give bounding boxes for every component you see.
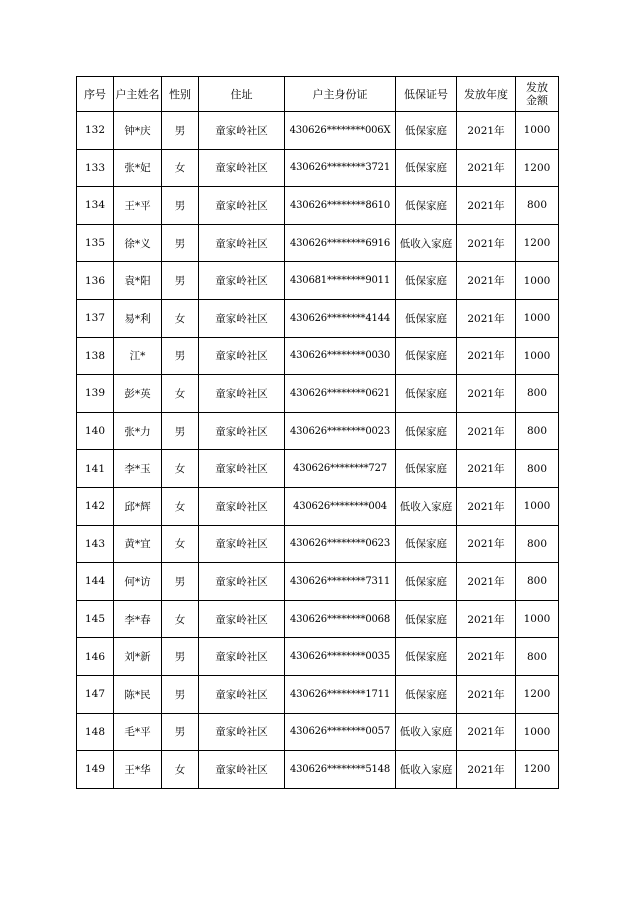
table-row xyxy=(77,149,559,187)
cell-name: 何*访 xyxy=(114,563,162,601)
cell-address: 童家岭社区 xyxy=(199,375,285,413)
cell-name: 江* xyxy=(114,337,162,375)
cell-id: 430626********0035 xyxy=(285,638,396,676)
cell-address: 童家岭社区 xyxy=(199,751,285,789)
cell-name: 陈*民 xyxy=(114,675,162,713)
header-year: 发放年度 xyxy=(457,77,516,112)
cell-id: 430681********9011 xyxy=(285,262,396,300)
cell-name: 刘*新 xyxy=(114,638,162,676)
cell-year: 2021年 xyxy=(457,299,516,337)
cell-address: 童家岭社区 xyxy=(199,713,285,751)
cell-year: 2021年 xyxy=(457,412,516,450)
cell-seq: 144 xyxy=(77,563,114,601)
cell-name: 易*利 xyxy=(114,299,162,337)
cell-cert: 低保家庭 xyxy=(396,149,457,187)
cell-cert: 低保家庭 xyxy=(396,299,457,337)
cell-name: 毛*平 xyxy=(114,713,162,751)
cell-address: 童家岭社区 xyxy=(199,149,285,187)
cell-gender: 女 xyxy=(162,600,199,638)
cell-gender: 女 xyxy=(162,751,199,789)
cell-seq: 145 xyxy=(77,600,114,638)
cell-name: 彭*英 xyxy=(114,375,162,413)
header-amount-line1: 发放 xyxy=(526,81,548,94)
cell-seq: 141 xyxy=(77,450,114,488)
cell-amount: 800 xyxy=(516,450,559,488)
cell-id: 430626********0068 xyxy=(285,600,396,638)
cell-address: 童家岭社区 xyxy=(199,450,285,488)
cell-name: 张*妃 xyxy=(114,149,162,187)
cell-seq: 149 xyxy=(77,751,114,789)
cell-seq: 135 xyxy=(77,224,114,262)
cell-seq: 132 xyxy=(77,112,114,150)
table-row xyxy=(77,751,559,789)
cell-id: 430626********1711 xyxy=(285,675,396,713)
cell-gender: 女 xyxy=(162,149,199,187)
cell-seq: 134 xyxy=(77,187,114,225)
table-row xyxy=(77,487,559,525)
cell-gender: 女 xyxy=(162,375,199,413)
table-row xyxy=(77,713,559,751)
cell-amount: 1000 xyxy=(516,337,559,375)
cell-cert: 低保家庭 xyxy=(396,525,457,563)
cell-amount: 1200 xyxy=(516,149,559,187)
cell-cert: 低收入家庭 xyxy=(396,713,457,751)
cell-gender: 男 xyxy=(162,675,199,713)
cell-year: 2021年 xyxy=(457,713,516,751)
cell-id: 430626********727 xyxy=(285,450,396,488)
cell-id: 430626********0057 xyxy=(285,713,396,751)
table-row xyxy=(77,525,559,563)
header-address: 住址 xyxy=(199,77,285,112)
cell-address: 童家岭社区 xyxy=(199,487,285,525)
cell-year: 2021年 xyxy=(457,675,516,713)
cell-amount: 1000 xyxy=(516,112,559,150)
cell-cert: 低保家庭 xyxy=(396,412,457,450)
cell-id: 430626********3721 xyxy=(285,149,396,187)
table-row xyxy=(77,224,559,262)
cell-id: 430626********006X xyxy=(285,112,396,150)
cell-gender: 男 xyxy=(162,224,199,262)
cell-amount: 1000 xyxy=(516,262,559,300)
cell-amount: 800 xyxy=(516,412,559,450)
cell-address: 童家岭社区 xyxy=(199,525,285,563)
cell-amount: 800 xyxy=(516,525,559,563)
cell-name: 王*平 xyxy=(114,187,162,225)
header-id: 户主身份证 xyxy=(285,77,396,112)
cell-id: 430626********0023 xyxy=(285,412,396,450)
cell-address: 童家岭社区 xyxy=(199,412,285,450)
table-body xyxy=(77,112,559,789)
cell-cert: 低收入家庭 xyxy=(396,751,457,789)
cell-cert: 低保家庭 xyxy=(396,563,457,601)
cell-amount: 800 xyxy=(516,375,559,413)
cell-id: 430626********0623 xyxy=(285,525,396,563)
cell-gender: 男 xyxy=(162,412,199,450)
cell-amount: 1200 xyxy=(516,675,559,713)
cell-address: 童家岭社区 xyxy=(199,299,285,337)
cell-seq: 133 xyxy=(77,149,114,187)
table-row xyxy=(77,187,559,225)
cell-amount: 800 xyxy=(516,563,559,601)
cell-cert: 低保家庭 xyxy=(396,375,457,413)
cell-id: 430626********0030 xyxy=(285,337,396,375)
cell-address: 童家岭社区 xyxy=(199,187,285,225)
cell-name: 徐*义 xyxy=(114,224,162,262)
table-row xyxy=(77,675,559,713)
cell-cert: 低收入家庭 xyxy=(396,224,457,262)
cell-id: 430626********0621 xyxy=(285,375,396,413)
cell-year: 2021年 xyxy=(457,224,516,262)
cell-name: 钟*庆 xyxy=(114,112,162,150)
cell-cert: 低保家庭 xyxy=(396,337,457,375)
cell-year: 2021年 xyxy=(457,638,516,676)
cell-year: 2021年 xyxy=(457,563,516,601)
table-row xyxy=(77,412,559,450)
cell-seq: 137 xyxy=(77,299,114,337)
cell-gender: 男 xyxy=(162,713,199,751)
cell-cert: 低收入家庭 xyxy=(396,487,457,525)
cell-year: 2021年 xyxy=(457,262,516,300)
cell-address: 童家岭社区 xyxy=(199,675,285,713)
cell-year: 2021年 xyxy=(457,337,516,375)
cell-amount: 800 xyxy=(516,638,559,676)
cell-year: 2021年 xyxy=(457,112,516,150)
cell-cert: 低保家庭 xyxy=(396,450,457,488)
cell-seq: 147 xyxy=(77,675,114,713)
cell-seq: 138 xyxy=(77,337,114,375)
header-amount-line2: 金额 xyxy=(526,94,548,107)
cell-name: 李*玉 xyxy=(114,450,162,488)
cell-gender: 女 xyxy=(162,487,199,525)
cell-year: 2021年 xyxy=(457,600,516,638)
cell-amount: 1000 xyxy=(516,713,559,751)
cell-amount: 1200 xyxy=(516,751,559,789)
cell-seq: 142 xyxy=(77,487,114,525)
cell-gender: 男 xyxy=(162,563,199,601)
table-row xyxy=(77,600,559,638)
cell-id: 430626********4144 xyxy=(285,299,396,337)
cell-gender: 男 xyxy=(162,638,199,676)
header-seq: 序号 xyxy=(77,77,114,112)
cell-amount: 1000 xyxy=(516,600,559,638)
table-row xyxy=(77,375,559,413)
cell-year: 2021年 xyxy=(457,487,516,525)
cell-cert: 低保家庭 xyxy=(396,675,457,713)
cell-id: 430626********8610 xyxy=(285,187,396,225)
cell-cert: 低保家庭 xyxy=(396,262,457,300)
cell-year: 2021年 xyxy=(457,450,516,488)
cell-seq: 140 xyxy=(77,412,114,450)
cell-name: 黄*宜 xyxy=(114,525,162,563)
cell-address: 童家岭社区 xyxy=(199,262,285,300)
cell-name: 邱*辉 xyxy=(114,487,162,525)
cell-address: 童家岭社区 xyxy=(199,563,285,601)
cell-id: 430626********7311 xyxy=(285,563,396,601)
header-gender: 性别 xyxy=(162,77,199,112)
cell-gender: 女 xyxy=(162,525,199,563)
cell-year: 2021年 xyxy=(457,149,516,187)
cell-cert: 低保家庭 xyxy=(396,187,457,225)
header-name: 户主姓名 xyxy=(114,77,162,112)
header-amount xyxy=(516,77,559,112)
cell-address: 童家岭社区 xyxy=(199,112,285,150)
cell-cert: 低保家庭 xyxy=(396,638,457,676)
cell-cert: 低保家庭 xyxy=(396,600,457,638)
table-row xyxy=(77,638,559,676)
cell-gender: 男 xyxy=(162,112,199,150)
cell-year: 2021年 xyxy=(457,751,516,789)
cell-seq: 143 xyxy=(77,525,114,563)
cell-year: 2021年 xyxy=(457,525,516,563)
table-row xyxy=(77,262,559,300)
cell-address: 童家岭社区 xyxy=(199,224,285,262)
cell-seq: 136 xyxy=(77,262,114,300)
cell-gender: 男 xyxy=(162,262,199,300)
cell-address: 童家岭社区 xyxy=(199,638,285,676)
table-row xyxy=(77,112,559,150)
table-row xyxy=(77,563,559,601)
cell-year: 2021年 xyxy=(457,187,516,225)
cell-amount: 800 xyxy=(516,187,559,225)
cell-name: 张*力 xyxy=(114,412,162,450)
cell-id: 430626********6916 xyxy=(285,224,396,262)
table-row xyxy=(77,299,559,337)
cell-gender: 女 xyxy=(162,299,199,337)
cell-amount: 1000 xyxy=(516,299,559,337)
cell-name: 袁*阳 xyxy=(114,262,162,300)
cell-amount: 1000 xyxy=(516,487,559,525)
cell-id: 430626********004 xyxy=(285,487,396,525)
cell-address: 童家岭社区 xyxy=(199,600,285,638)
cell-name: 李*春 xyxy=(114,600,162,638)
cell-amount: 1200 xyxy=(516,224,559,262)
table-row xyxy=(77,450,559,488)
cell-seq: 148 xyxy=(77,713,114,751)
cell-name: 王*华 xyxy=(114,751,162,789)
cell-year: 2021年 xyxy=(457,375,516,413)
relief-roster-table xyxy=(76,76,559,789)
cell-seq: 146 xyxy=(77,638,114,676)
cell-gender: 男 xyxy=(162,187,199,225)
cell-address: 童家岭社区 xyxy=(199,337,285,375)
header-cert: 低保证号 xyxy=(396,77,457,112)
header-row xyxy=(77,77,559,112)
cell-gender: 男 xyxy=(162,337,199,375)
cell-cert: 低保家庭 xyxy=(396,112,457,150)
table-row xyxy=(77,337,559,375)
cell-seq: 139 xyxy=(77,375,114,413)
cell-id: 430626********5148 xyxy=(285,751,396,789)
cell-gender: 女 xyxy=(162,450,199,488)
